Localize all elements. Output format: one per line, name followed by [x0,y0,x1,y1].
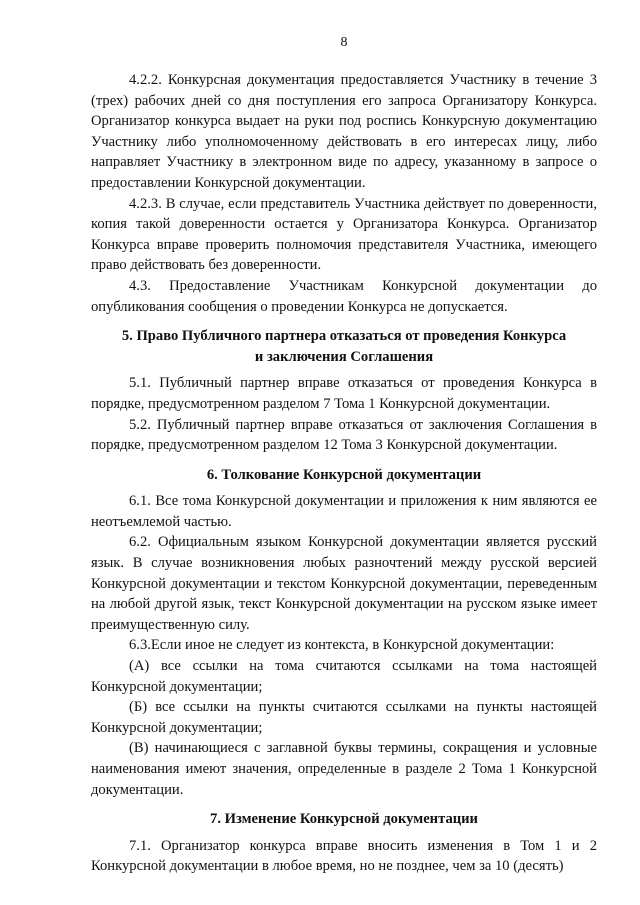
paragraph-6-1: 6.1. Все тома Конкурсной документации и приложения к ним являются ее неотъемлемой частью. [91,493,597,530]
paragraph-5-2: 5.2. Публичный партнер вправе отказаться от заключения Соглашения в порядке, предусмотренном разделом 12 Тома 3 Конкурсной документации. [91,416,597,454]
paragraph-4-3: 4.3. Предоставление Участникам Конкурсной документации до опубликования сообщения о проведении Конкурса не допускается. [91,277,597,315]
paragraph-4-2-2: 4.2.2. Конкурсная документация предоставляется Участнику в течение 3 (трех) рабочих дней со дня поступления его запроса Организатору Конкурса. Организатор конкурса выдает на руки под роспись Конкурсную документацию Участнику либо уполномоченному действовать в его интересах лицу, либо направляет Участнику в электронном виде по адресу, указанному в запросе о предоставлении Конкурсной документации. [91,72,597,191]
paragraph-6-3: 6.3.Если иное не следует из контекста, в Конкурсной документации: [129,637,555,654]
paragraph-5-1: 5.1. Публичный партнер вправе отказаться от проведения Конкурса в порядке, предусмотренном разделом 7 Тома 1 Конкурсной документации. [91,375,597,412]
paragraph-6-3-b: (Б) все ссылки на пункты считаются ссылками на пункты настоящей Конкурсной документации; [91,699,597,736]
paragraph-6-3-a: (А) все ссылки на тома считаются ссылками на тома настоящей Конкурсной документации; [91,658,597,695]
section-7-heading: 7. Изменение Конкурсной документации [210,811,478,828]
paragraph-4-2-3: 4.2.3. В случае, если представитель Участника действует по доверенности, копия такой доверенности остается у Организатора Конкурса. Организатор Конкурса вправе проверить полномочия представителя Участника, имеющего право действовать без доверенности. [91,195,597,274]
section-6-heading: 6. Толкование Конкурсной документации [206,466,482,483]
paragraph-6-2: 6.2. Официальным языком Конкурсной документации является русский язык. В случае возникновения любых разночтений между русской версией Конкурсной документации и текстом Конкурсной документации, переведенным на любой другой язык, текст Конкурсной документации на русском языке имеет преимущественную силу. [91,534,597,633]
section-5-heading-line1: 5. Право Публичного партнера отказаться от проведения Конкурса [121,328,567,345]
page-number: 8 [340,35,348,50]
paragraph-6-3-v: (В) начинающиеся с заглавной буквы термины, сокращения и условные наименования имеют значения, определенные в разделе 2 Тома 1 Конкурсной документации. [91,740,597,798]
section-5-heading-line2: и заключения Соглашения [254,348,434,365]
paragraph-7-1: 7.1. Организатор конкурса вправе вносить изменения в Том 1 и 2 Конкурсной документации в любое время, но не позднее, чем за 10 (десять) [91,837,597,875]
document-body [91,70,597,877]
